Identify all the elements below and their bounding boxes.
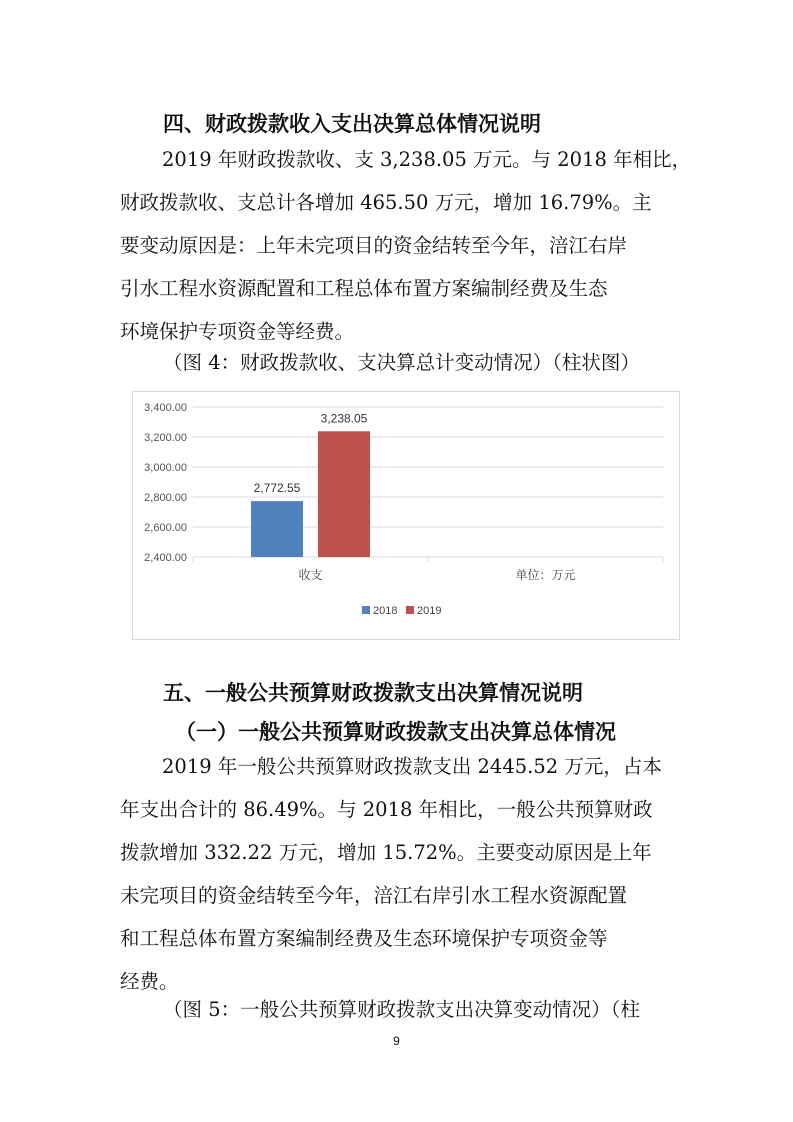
y-tick-label: 3,000.00 [144,462,187,474]
y-tick-label: 2,400.00 [144,552,187,564]
y-tick-label: 3,400.00 [144,402,187,414]
y-tick-label: 2,800.00 [144,492,187,504]
data-label: 2,772.55 [253,481,301,496]
paragraph-line: 2019 年一般公共预算财政拨款支出 2445.52 万元，占本 [162,755,662,778]
legend-swatch [362,606,370,614]
section4-paragraph [120,138,692,353]
section5-heading: 五、一般公共预算财政拨款支出决算情况说明 [163,681,583,705]
paragraph-line: 年支出合计的 86.49%。与 2018 年相比，一般公共预算财政 [120,798,653,821]
figure5-caption: （图 5：一般公共预算财政拨款支出决算变动情况）（柱 [163,998,640,1021]
page-number: 9 [393,1034,400,1048]
bar-chart [132,391,680,640]
section4-heading: 四、财政拨款收入支出决算总体情况说明 [163,112,541,136]
legend-label: 2018 [373,605,398,617]
legend-label: 2019 [417,605,442,617]
chart-canvas [133,392,679,639]
section5-subheading: （一）一般公共预算财政拨款支出决算总体情况 [175,720,616,744]
paragraph-line: 要变动原因是：上年未完项目的资金结转至今年，涪江右岸 [120,234,628,257]
bar-2019 [318,431,370,557]
x-category-label: 收支 [298,568,323,582]
paragraph-line: 财政拨款收、支总计各增加 465.50 万元，增加 16.79%。主 [120,191,652,214]
paragraph-line: 经费。 [120,970,179,993]
paragraph-line: 未完项目的资金结转至今年，涪江右岸引水工程水资源配置 [120,884,628,907]
y-tick-label: 2,600.00 [144,522,187,534]
paragraph-line: 拨款增加 332.22 万元，增加 15.72%。主要变动原因是上年 [120,841,652,864]
legend-swatch [406,606,414,614]
y-tick-label: 3,200.00 [144,432,187,444]
figure4-caption: （图 4：财政拨款收、支决算总计变动情况）（柱状图） [163,351,640,374]
paragraph-line: 2019 年财政拨款收、支 3,238.05 万元。与 2018 年相比， [162,148,692,171]
section5-paragraph [120,745,682,1003]
data-label: 3,238.05 [320,411,368,426]
x-category-label: 单位：万元 [515,568,576,582]
bar-2018 [251,501,303,557]
paragraph-line: 引水工程水资源配置和工程总体布置方案编制经费及生态 [120,277,608,300]
paragraph-line: 和工程总体布置方案编制经费及生态环境保护专项资金等 [120,927,608,950]
paragraph-line: 环境保护专项资金等经费。 [120,320,355,343]
